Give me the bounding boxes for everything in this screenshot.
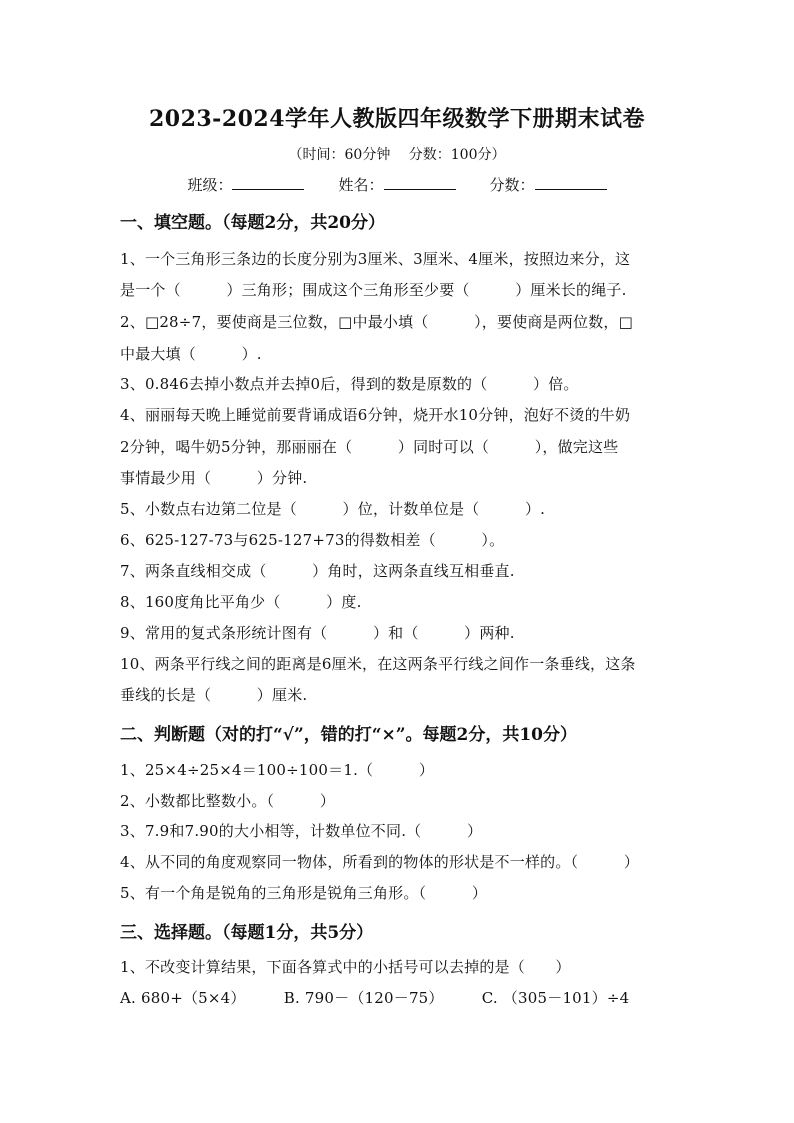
question-line: 5、有一个角是锐角的三角形是锐角三角形。（ ） [120,884,488,902]
question-line: 是一个（ ）三角形；围成这个三角形至少要（ ）厘米长的绳子. [120,281,627,299]
question-line: 中最大填（ ）. [120,345,262,363]
question-line: 5、小数点右边第二位是（ ）位，计数单位是（ ）. [120,500,546,518]
section-heading-multiple-choice: 三、选择题。（每题1分，共5分） [120,923,374,943]
question-line: 1、不改变计算结果，下面各算式中的小括号可以去掉的是（ ） [120,958,571,976]
question-line: 9、常用的复式条形统计图有（ ）和（ ）两种. [120,624,515,642]
class-label: 班级： [187,176,233,194]
exam-subtitle: （时间：60分钟 分数：100分） [288,147,506,163]
question-line: 7、两条直线相交成（ ）角时，这两条直线互相垂直. [120,562,515,580]
name-label: 姓名： [338,176,384,194]
question-line: 2、□28÷7，要使商是三位数，□中最小填（ ），要使商是两位数，□ [120,313,633,331]
question-line: 3、7.9和7.90的大小相等，计数单位不同.（ ） [120,822,483,840]
choice-options-line: A. 680+（5×4） B. 790－（120－75） C. （305－101）÷4 [120,989,630,1007]
score-blank[interactable] [535,175,607,190]
student-info-row [0,174,794,195]
class-blank[interactable] [232,175,304,190]
question-line: 4、丽丽每天晚上睡觉前要背诵成语6分钟，烧开水10分钟，泡好不烫的牛奶 [120,406,631,424]
question-line: 垂线的长是（ ）厘米. [120,686,308,704]
question-line: 10、两条平行线之间的距离是6厘米，在这两条平行线之间作一条垂线，这条 [120,655,636,673]
exam-title: 2023-2024学年人教版四年级数学下册期末试卷 [148,106,646,132]
question-line: 6、625-127-73与625-127+73的得数相差（ ）。 [120,531,505,549]
question-line: 1、25×4÷25×4＝100÷100＝1.（ ） [120,761,435,779]
section-heading-true-false: 二、判断题（对的打“√”，错的打“×”。每题2分，共10分） [120,725,578,745]
question-line: 事情最少用（ ）分钟. [120,469,308,487]
question-line: 4、从不同的角度观察同一物体，所看到的物体的形状是不一样的。（ ） [120,853,640,871]
question-line: 2、小数都比整数小。（ ） [120,792,336,810]
question-line: 2分钟，喝牛奶5分钟，那丽丽在（ ）同时可以（ ），做完这些 [120,438,619,456]
question-line: 1、一个三角形三条边的长度分别为3厘米、3厘米、4厘米，按照边来分，这 [120,250,631,268]
question-line: 3、0.846去掉小数点并去掉0后，得到的数是原数的（ ）倍。 [120,375,579,393]
name-blank[interactable] [384,175,456,190]
section-heading-fill-in: 一、填空题。（每题2分，共20分） [120,213,385,233]
score-label: 分数： [489,176,535,194]
question-line: 8、160度角比平角少（ ）度. [120,593,362,611]
